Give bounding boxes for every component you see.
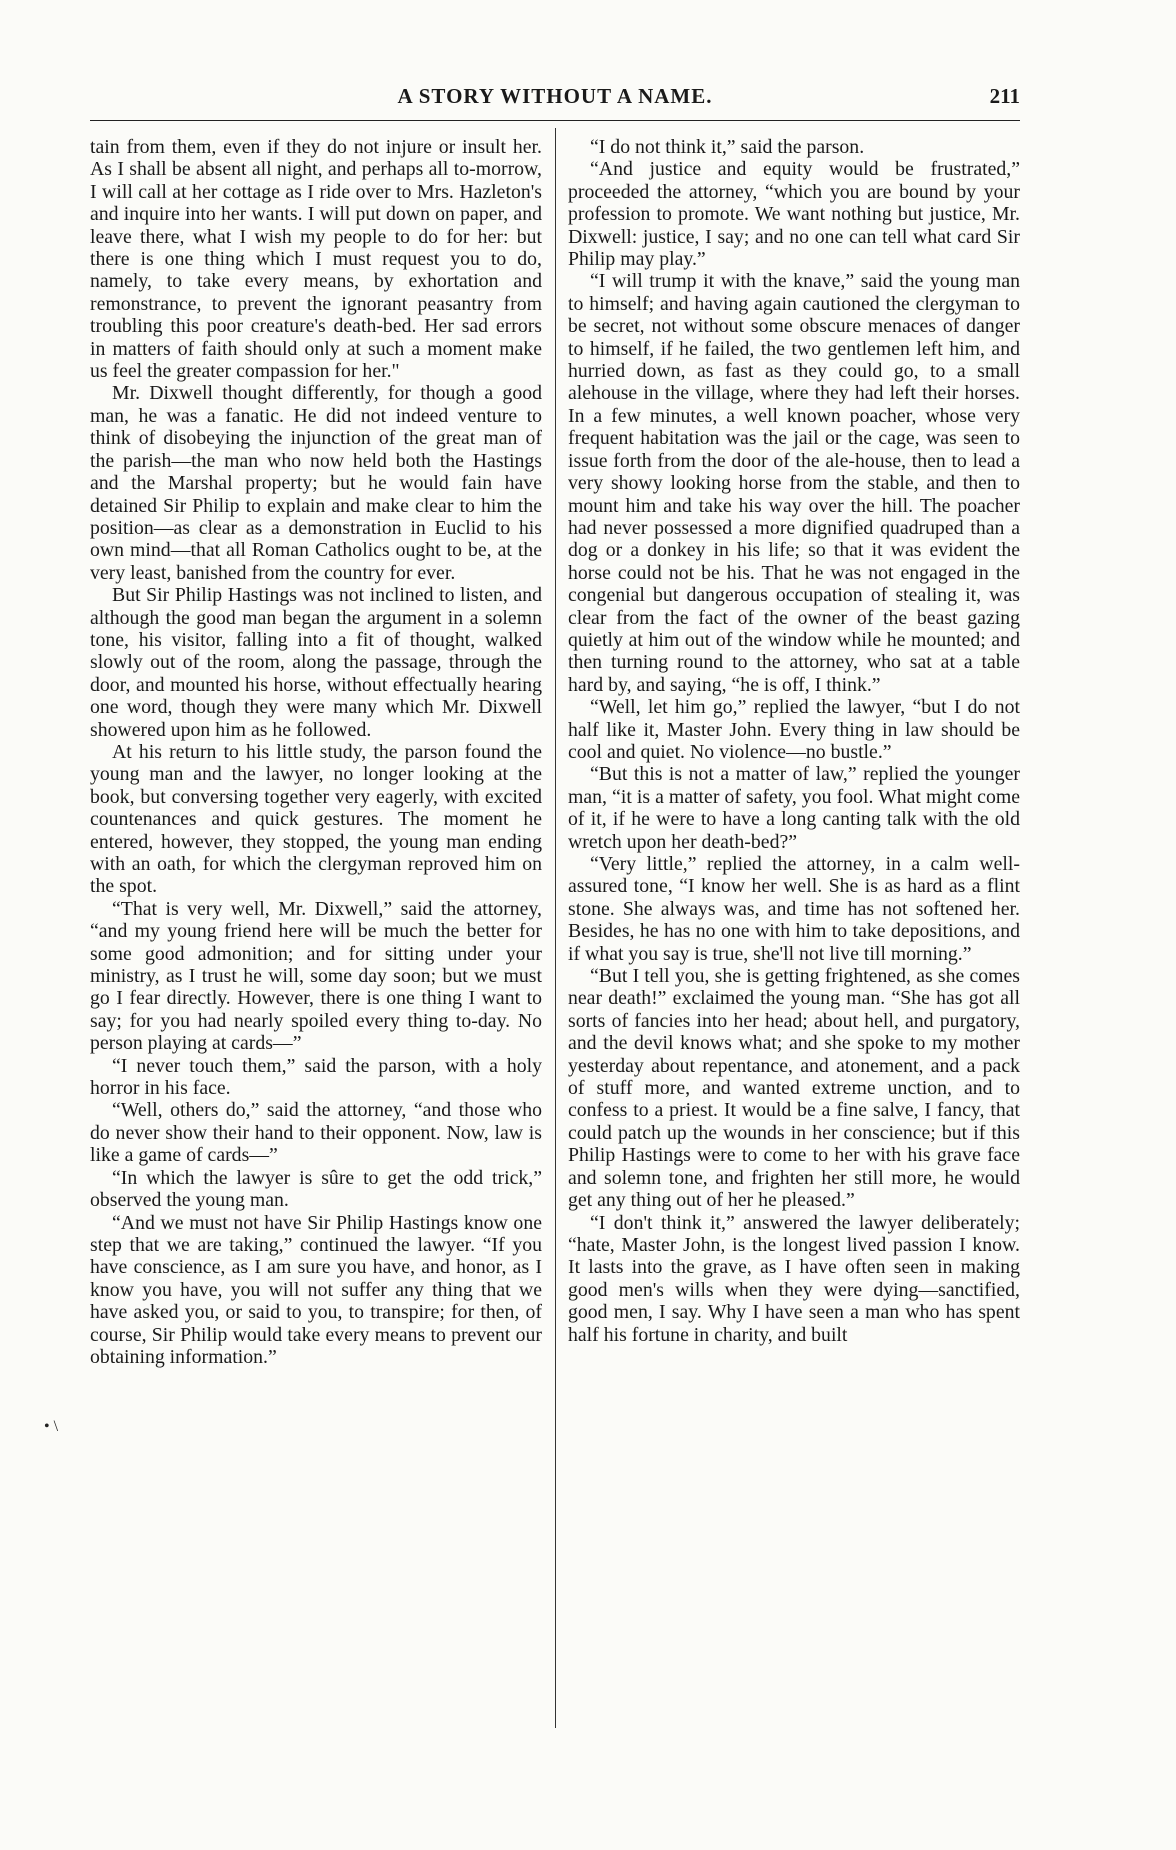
paragraph: “In which the lawyer is sûre to get the odd trick,” observed the young man. xyxy=(90,1166,542,1212)
paragraph: “I will trump it with the knave,” said the young man to himself; and having again cautioned the clergyman to be secret, not without some obscure menaces of danger to himself, if he failed, the two gentlemen left him, and hurried down, as fast as they could go, to a small alehouse in the village, where they had left their horses. In a few minutes, a well known poacher, whose very frequent habitation was the jail or the cage, was seen to issue forth from the door of the ale-house, then to lead a very showy looking horse from the stable, and then to mount him and take his way over the hill. The poacher had never possessed a more dignified quadruped than a dog or a donkey in his life; so that it was evident the horse could not be his. That he was not engaged in the congenial but dangerous occupation of stealing it, was clear from the fact of the owner of the beast gazing quietly at him out of the window while he mounted; and then turning round to the attorney, who sat at a table hard by, and saying, “he is off, I think.” xyxy=(568,270,1020,696)
paragraph: “And we must not have Sir Philip Hastings know one step that we are taking,” continued the lawyer. “If you have conscience, as I am sure you have, and honor, as I know you have, you will not suffer any thing that we have asked you, or said to you, to transpire; for then, of course, Sir Philip would take every means to prevent our obtaining information.” xyxy=(90,1211,542,1368)
paragraph: “But this is not a matter of law,” replied the younger man, “it is a matter of safety, you fool. What might come of it, if he were to have a long canting talk with the old wretch upon her death-bed?” xyxy=(568,763,1020,853)
paragraph: tain from them, even if they do not injure or insult her. As I shall be absent all night, and perhaps all to-morrow, I will call at her cottage as I ride over to Mrs. Hazleton's and inquire into her wants. I will put down on paper, and leave there, what I wish my people to do for her: but there is one thing which I must request you to do, namely, to take every means, by exhortation and remonstrance, to prevent the ignorant peasantry from troubling this poor creature's death-bed. Her sad errors in matters of faith should only at such a moment make us feel the greater compassion for her." xyxy=(90,136,542,383)
paragraph: But Sir Philip Hastings was not inclined to listen, and although the good man began the argument in a solemn tone, his visitor, falling into a fit of thought, walked slowly out of the room, along the passage, through the door, and mounted his horse, without effectually hearing one word, though they were many which Mr. Dixwell showered upon him as he followed. xyxy=(90,584,542,741)
paragraph: Mr. Dixwell thought differently, for though a good man, he was a fanatic. He did not indeed venture to think of disobeying the injunction of the great man of the parish—the man who now held both the Hastings and the Marshal property; but he would fain have detained Sir Philip to explain and make clear to him the position—as clear as a demonstration in Euclid to his own mind—that all Roman Catholics ought to be, at the very least, banished from the country for ever. xyxy=(90,382,542,584)
paragraph: At his return to his little study, the parson found the young man and the lawyer, no longer looking at the book, but conversing together very eagerly, with excited countenances and quick gestures. The moment he entered, however, they stopped, the young man ending with an oath, for which the clergyman reproved him on the spot. xyxy=(90,740,542,898)
left-column xyxy=(90,136,542,1368)
margin-mark: • \ xyxy=(44,1418,59,1435)
right-column xyxy=(568,136,1020,1346)
paragraph: “Very little,” replied the attorney, in a calm well-assured tone, “I know her well. She is as hard as a flint stone. She always was, and time has not softened her. Besides, he has no one with him to take depositions, and if what you say is true, she'll not live till morning.” xyxy=(568,853,1020,965)
page-number: 211 xyxy=(989,84,1020,108)
paragraph: “I never touch them,” said the parson, with a holy horror in his face. xyxy=(90,1054,542,1100)
paragraph: “And justice and equity would be frustrated,” proceeded the attorney, “which you are bound by your profession to promote. We want nothing but justice, Mr. Dixwell: justice, I say; and no one can tell what card Sir Philip may play.” xyxy=(568,158,1020,271)
running-header xyxy=(90,84,1020,114)
paragraph: “I don't think it,” answered the lawyer deliberately; “hate, Master John, is the longest lived passion I know. It lasts into the grave, as I have often seen in making good men's wills when they were dying—sanctified, good men, I say. Why I have seen a man who has spent half his fortune in charity, and built xyxy=(568,1211,1020,1346)
paragraph: “But I tell you, she is getting frightened, as she comes near death!” exclaimed the young man. “She has got all sorts of fancies into her head; about hell, and purgatory, and the devil knows what; and she spoke to my mother yesterday about repentance, and atonement, and a pack of stuff more, and wanted extreme unction, and to confess to a priest. It would be a fine salve, I fancy, that could patch up the wounds in her conscience; but if this Philip Hastings were to come to her with his grave face and solemn tone, and frighten her still more, he would get any thing out of her he pleased.” xyxy=(568,965,1020,1212)
paragraph: “That is very well, Mr. Dixwell,” said the attorney, “and my young friend here will be much the better for some good admonition; and for sitting under your ministry, as I trust he will, some day soon; but we must go I fear directly. However, there is one thing I want to say; for you had nearly spoiled every thing to-day. No person playing at cards—” xyxy=(90,897,542,1055)
column-divider xyxy=(555,128,556,1728)
paragraph: “Well, others do,” said the attorney, “and those who do never show their hand to their opponent. Now, law is like a game of cards—” xyxy=(90,1099,542,1167)
paragraph: “I do not think it,” said the parson. xyxy=(590,136,865,158)
running-title: A STORY WITHOUT A NAME. xyxy=(397,84,713,108)
paragraph: “Well, let him go,” replied the lawyer, “but I do not half like it, Master John. Every thing in law should be cool and quiet. No violence—no bustle.” xyxy=(568,696,1020,763)
header-rule xyxy=(90,120,1020,121)
